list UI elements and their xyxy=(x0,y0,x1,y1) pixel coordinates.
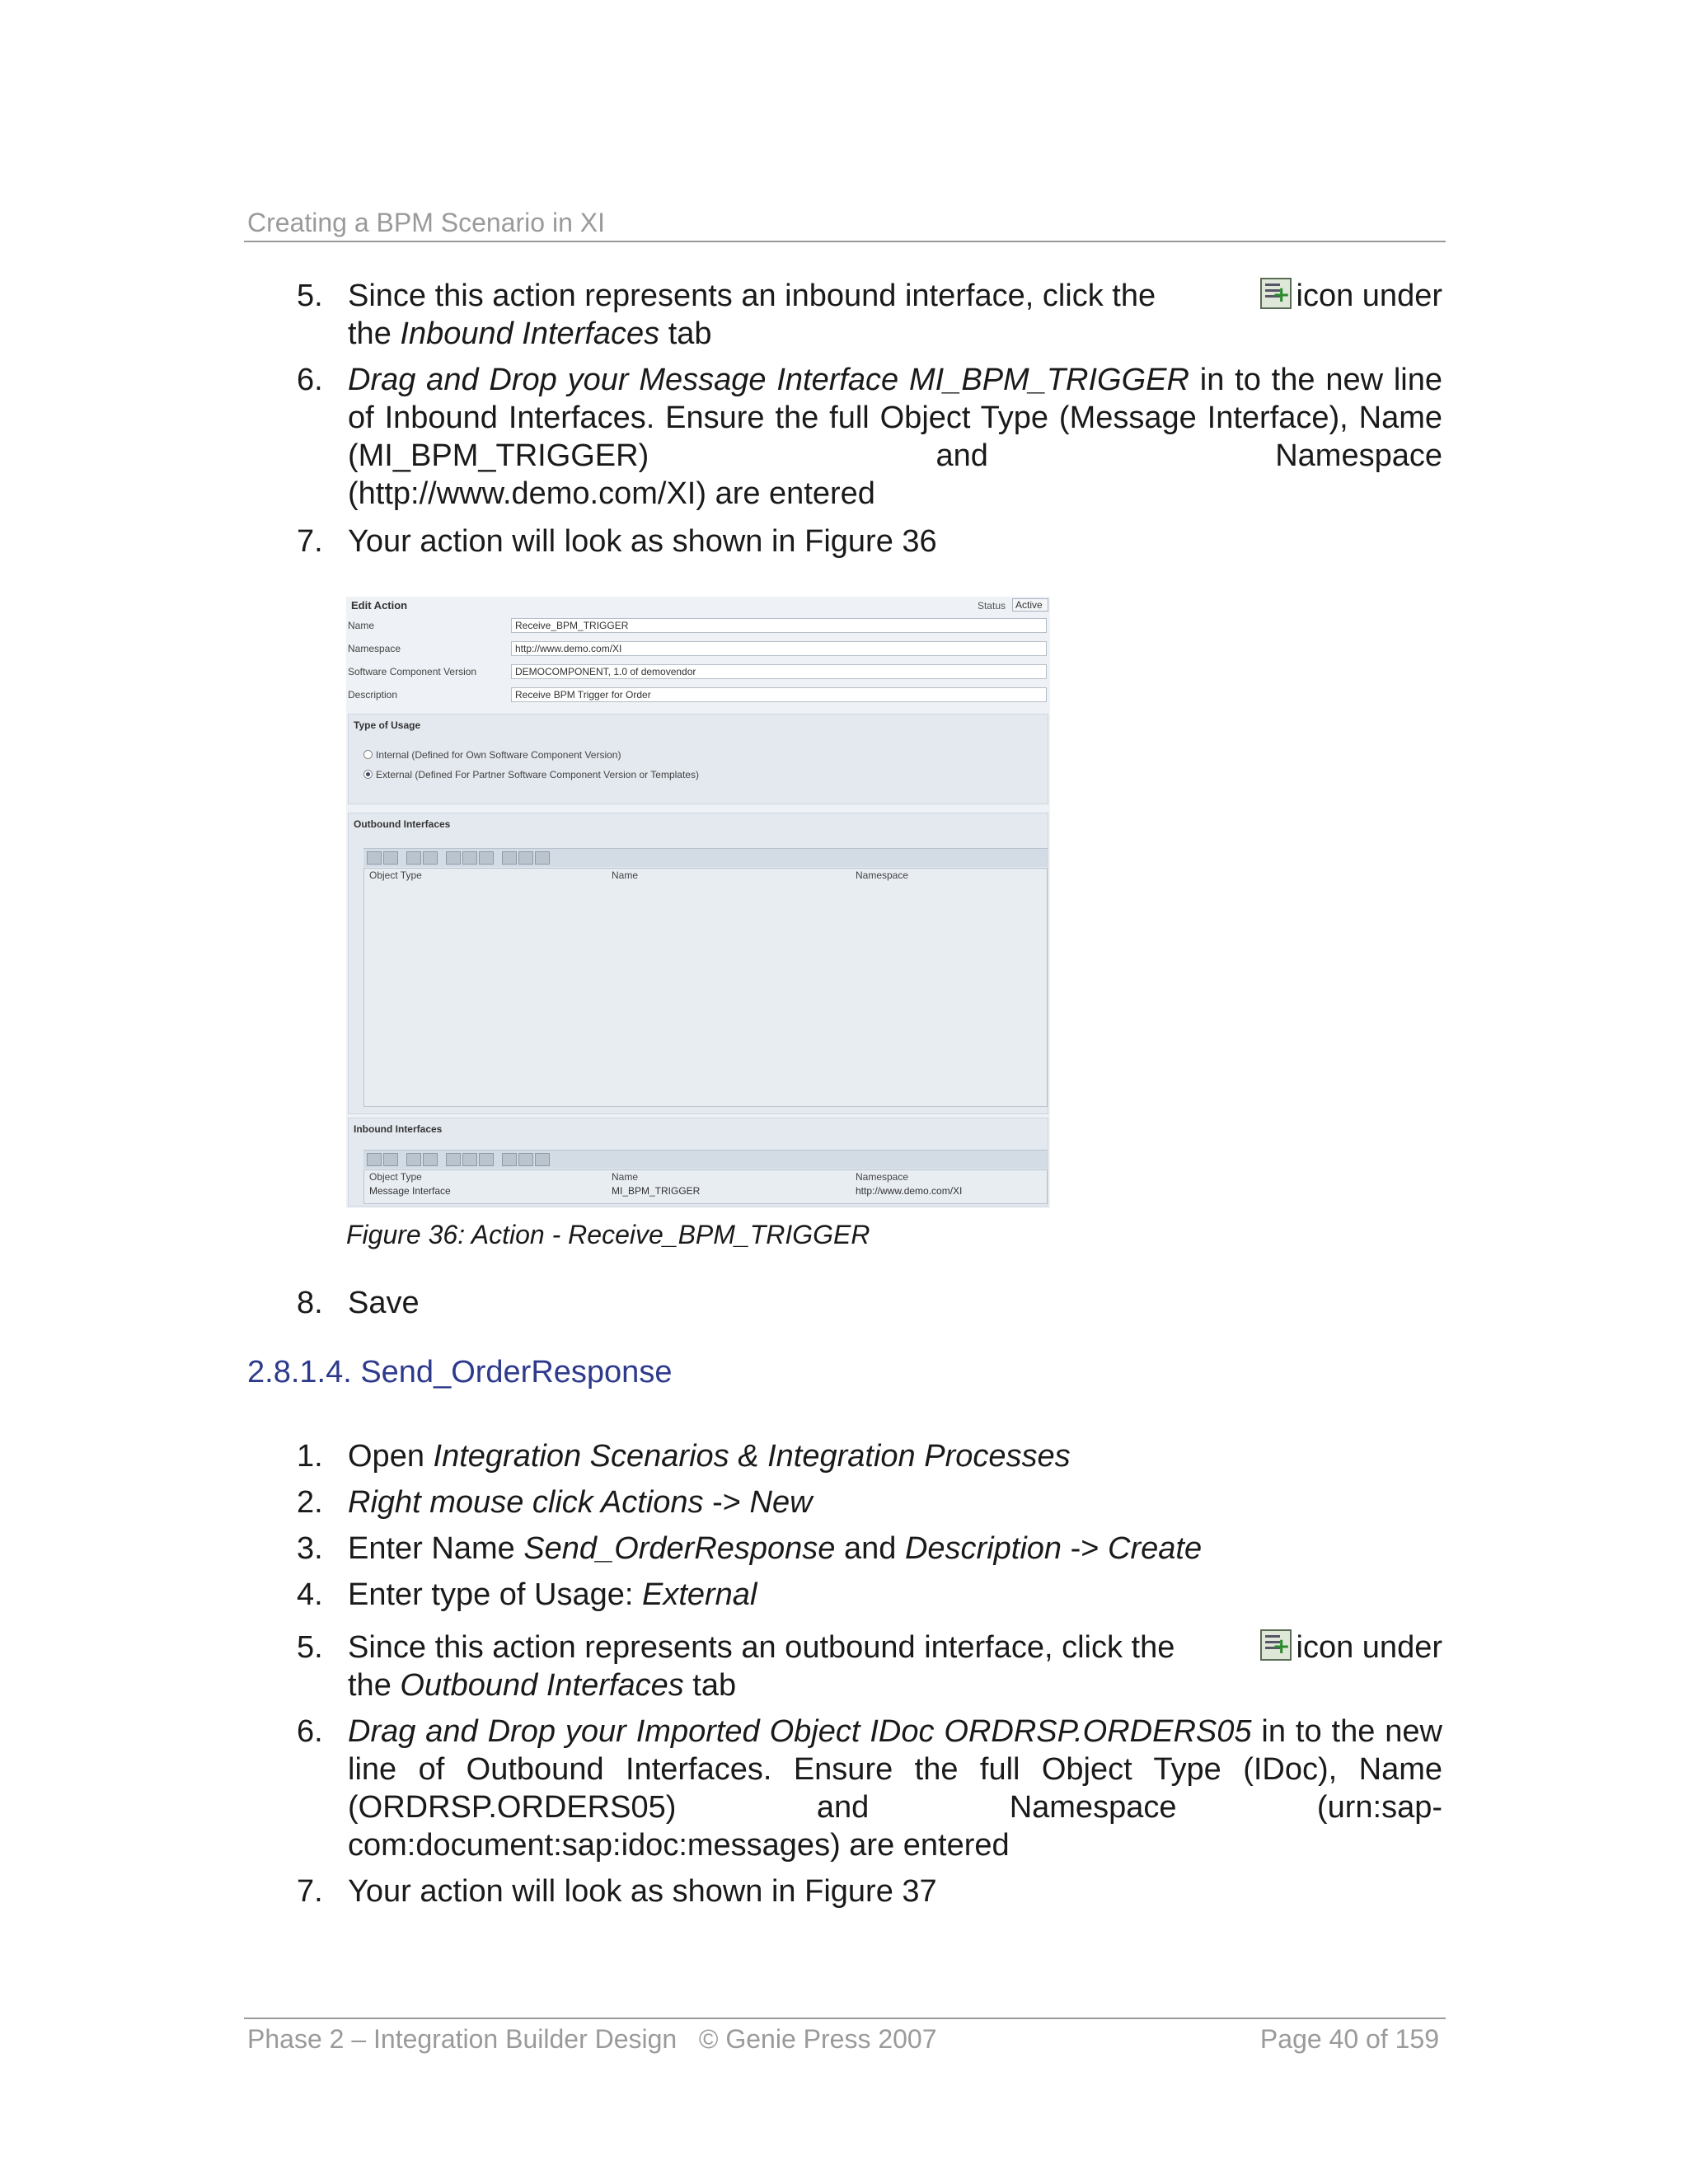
step-5-outbound: 5. Since this action represents an outbound interface, click the + icon under the Outbound Interfaces tab xyxy=(297,1629,1442,1704)
table-row-namespace[interactable]: http://www.demo.com/XI xyxy=(856,1185,963,1197)
status-value: Active xyxy=(1012,598,1048,612)
delete-icon[interactable] xyxy=(502,1153,517,1166)
outbound-toolbar xyxy=(363,848,1048,867)
inbound-toolbar xyxy=(363,1150,1048,1169)
remove-line-icon[interactable] xyxy=(383,851,398,865)
step-4-usage: 4. Enter type of Usage: External xyxy=(297,1577,757,1612)
insert-icon[interactable] xyxy=(479,851,494,865)
figure-edit-action-screenshot: Edit Action Status Active Name Receive_BPM_TRIGGER Namespace http://www.demo.com/XI Software Component Version DEMOCOMPONENT, 1.0 of demovendor Description Receive BPM Trigger for Order Type of Usage Internal (Defined for Own Software Component Version) External (Defined For Partner Software Component Version or Templates) Outbound Interfaces Object Type Name Namespace Inbound Interfaces Object Type Name Namespace Message Interface MI_BPM_TRIGGER http://www.demo.com/XI xyxy=(346,597,1050,1208)
step-3-enter-name: 3. Enter Name Send_OrderResponse and Description -> Create xyxy=(297,1531,1203,1566)
outbound-interfaces-panel: Outbound Interfaces Object Type Name Namespace xyxy=(348,813,1048,1114)
figure-caption: Figure 36: Action - Receive_BPM_TRIGGER xyxy=(346,1220,870,1249)
table-row-name[interactable]: MI_BPM_TRIGGER xyxy=(612,1185,701,1197)
step-2-right-click: 2. Right mouse click Actions -> New xyxy=(297,1485,813,1520)
edit-action-title: Edit Action xyxy=(351,599,408,612)
footer-left-text: Phase 2 – Integration Builder Design © Genie Press 2007 xyxy=(247,2024,937,2054)
add-line-icon xyxy=(1260,278,1292,309)
delete-icon[interactable] xyxy=(502,851,517,865)
usage-external-radio[interactable]: External (Defined For Partner Software Component Version or Templates) xyxy=(363,769,699,780)
section-heading: 2.8.1.4. Send_OrderResponse xyxy=(247,1355,673,1390)
add-line-icon[interactable] xyxy=(367,1153,382,1166)
usage-internal-radio[interactable]: Internal (Defined for Own Software Component Version) xyxy=(363,749,621,761)
page-header-title: Creating a BPM Scenario in XI xyxy=(247,208,605,237)
add-line-icon xyxy=(1260,1629,1292,1661)
copy-icon[interactable] xyxy=(446,1153,461,1166)
remove-line-icon[interactable] xyxy=(383,1153,398,1166)
name-field[interactable]: Receive_BPM_TRIGGER xyxy=(511,618,1047,633)
step-6-drag-drop: 6. Drag and Drop your Message Interface MI_BPM_TRIGGER in to the new line of Inbound Interfaces. Ensure the full Object Type (Message Interface), Name (MI_BPM_TRIGGER) and Namespace (http://www.demo.com/XI) are entered xyxy=(297,363,1442,511)
inbound-interfaces-panel: Inbound Interfaces Object Type Name Namespace Message Interface MI_BPM_TRIGGER http://www.demo.com/XI xyxy=(348,1118,1048,1207)
table-row-object-type[interactable]: Message Interface xyxy=(369,1185,451,1197)
step-7-figure-ref: 7. Your action will look as shown in Figure 36 xyxy=(297,524,937,559)
step-8-save: 8. Save xyxy=(297,1286,420,1320)
description-field[interactable]: Receive BPM Trigger for Order xyxy=(511,687,1047,702)
outbound-interfaces-table: Object Type Name Namespace xyxy=(363,868,1048,1107)
settings-icon[interactable] xyxy=(535,851,550,865)
copy-icon[interactable] xyxy=(446,851,461,865)
move-down-icon[interactable] xyxy=(423,1153,438,1166)
settings-icon[interactable] xyxy=(535,1153,550,1166)
namespace-field[interactable]: http://www.demo.com/XI xyxy=(511,641,1047,656)
type-of-usage-panel: Type of Usage Internal (Defined for Own Software Component Version) External (Defined For Partner Software Component Version or Templates) xyxy=(348,714,1048,804)
add-line-icon[interactable] xyxy=(367,851,382,865)
step-5-inbound: 5. Since this action represents an inbound interface, click the + icon under the Inbound Interfaces tab xyxy=(297,277,1442,353)
move-up-icon[interactable] xyxy=(406,851,421,865)
details-icon[interactable] xyxy=(518,1153,533,1166)
step-1-open: 1. Open Integration Scenarios & Integration Processes xyxy=(297,1439,1071,1474)
software-component-field[interactable]: DEMOCOMPONENT, 1.0 of demovendor xyxy=(511,664,1047,679)
step-7-figure-ref-37: 7. Your action will look as shown in Figure 37 xyxy=(297,1874,937,1909)
header-divider xyxy=(244,241,1446,242)
details-icon[interactable] xyxy=(518,851,533,865)
paste-icon[interactable] xyxy=(462,851,477,865)
step-6-drag-drop-idoc: 6. Drag and Drop your Imported Object IDoc ORDRSP.ORDERS05 in to the new line of Outbound Interfaces. Ensure the full Object Type (IDoc), Name (ORDRSP.ORDERS05) and Namespace (urn:sap- com:document:sap:idoc:messages) are entered xyxy=(297,1714,1442,1863)
paste-icon[interactable] xyxy=(462,1153,477,1166)
move-down-icon[interactable] xyxy=(423,851,438,865)
insert-icon[interactable] xyxy=(479,1153,494,1166)
inbound-interfaces-table: Object Type Name Namespace Message Interface MI_BPM_TRIGGER http://www.demo.com/XI xyxy=(363,1169,1048,1204)
step-number: 5. xyxy=(297,279,323,313)
status-label: Status xyxy=(977,600,1006,612)
page-number: Page 40 of 159 xyxy=(1259,2024,1439,2054)
move-up-icon[interactable] xyxy=(406,1153,421,1166)
footer-divider xyxy=(244,2018,1446,2019)
